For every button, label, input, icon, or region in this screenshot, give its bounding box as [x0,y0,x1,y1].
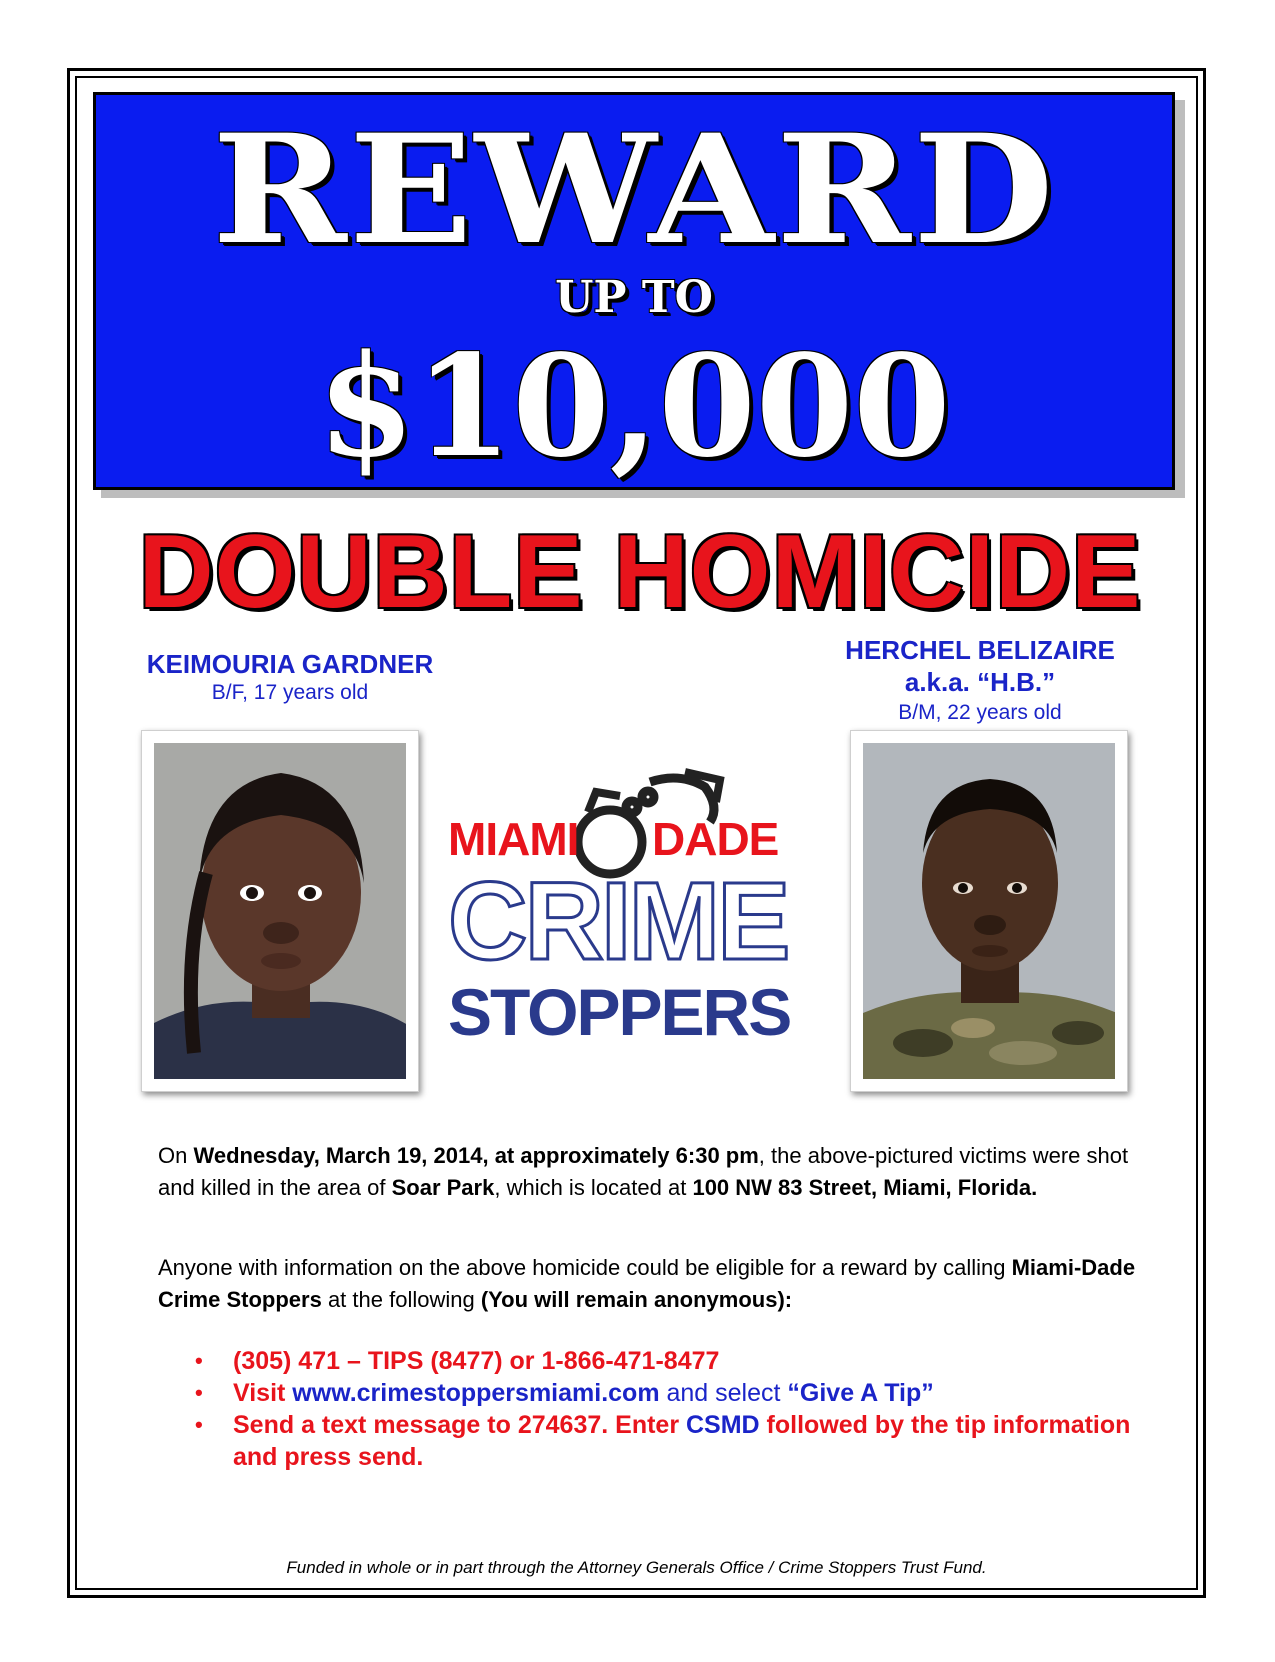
reward-paragraph [158,1252,1148,1316]
logo-dade: DADE [652,813,779,865]
victim-1-name: KEIMOURIA GARDNER [146,649,434,679]
victim-2-desc: B/M, 22 years old [898,701,1062,724]
tip-website [193,1377,1143,1409]
incident-location: Soar Park [391,1175,495,1200]
footer-funding-note: Funded in whole or in part through the Attorney Generals Office / Crime Stoppers Trust Fund. [286,1558,987,1577]
tip-text-message [193,1409,1143,1473]
incident-date-time: Wednesday, March 19, 2014, at approximately 6:30 pm [193,1143,759,1168]
tip-website-link[interactable]: www.crimestoppersmiami.com [292,1379,660,1407]
victim-2-aka: a.k.a. “H.B.” [904,667,1056,697]
victim-2-photo [863,743,1115,1079]
logo-crime: CRIME [448,860,788,983]
para1-text-3: , which is located at [494,1175,693,1200]
para2-text-1: Anyone with information on the above homicide could be eligible for a reward by calling [158,1255,1012,1280]
headline: DOUBLE HOMICIDE [138,514,1142,630]
reward-up-to: UP TO [555,272,713,323]
tip-phone [193,1345,1143,1377]
victim-1-photo-frame [141,730,419,1092]
incident-paragraph [158,1140,1148,1204]
para1-text-2: , the above-pictured victims were shot and killed in the area of [158,1143,1129,1200]
reward-amount: $10,000 [317,325,951,489]
crime-stoppers-name: Miami-Dade Crime Stoppers [158,1255,1136,1312]
victim-2-name: HERCHEL BELIZAIRE [845,635,1115,665]
bullet-icon: • [195,1348,203,1373]
anonymous-note: (You will remain anonymous): [480,1287,793,1312]
victim-1-photo [154,743,406,1079]
reward-banner [93,92,1175,490]
tip-visit-mid: and select [659,1379,788,1407]
tip-methods-list [193,1345,1143,1473]
logo-stoppers: STOPPERS [448,975,791,1049]
victim-1-portrait-icon [154,743,406,1079]
victim-2-portrait-icon [863,743,1115,1079]
tip-phone-text[interactable]: (305) 471 – TIPS (8477) or 1-866-471-8477 [233,1347,720,1375]
tip-text-prefix: Send a text message to 274637. Enter [233,1411,686,1439]
bullet-icon: • [195,1380,203,1405]
crime-stoppers-logo [448,752,800,1082]
victim-1-desc: B/F, 17 years old [211,681,369,704]
tip-give-a-tip: “Give A Tip” [787,1379,934,1407]
logo-miami: MIAMI [448,813,579,865]
victim-2-photo-frame [850,730,1128,1092]
incident-address: 100 NW 83 Street, Miami, Florida. [692,1175,1038,1200]
para2-text-2: at the following [321,1287,481,1312]
para1-text-1: On [158,1143,194,1168]
tip-text-suffix: followed by the tip information and press send. [233,1411,1131,1471]
tip-visit-prefix: Visit [233,1379,293,1407]
bullet-icon: • [195,1412,203,1437]
reward-title: REWARD [212,102,1056,278]
tip-text-code: CSMD [686,1411,760,1439]
